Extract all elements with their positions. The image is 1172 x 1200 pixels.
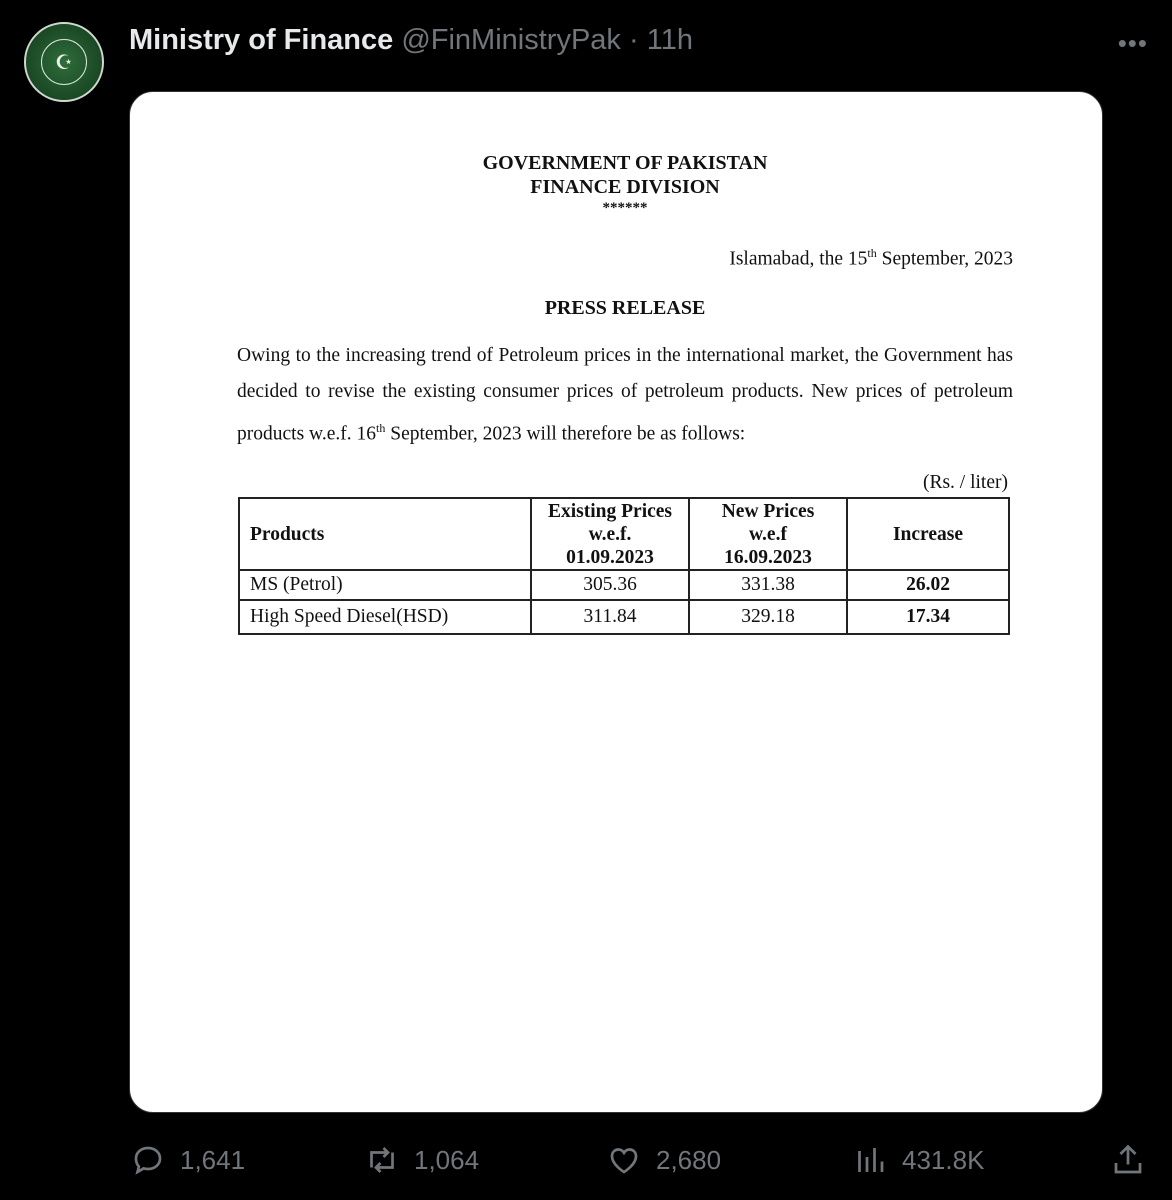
timestamp[interactable]: 11h [646, 24, 693, 56]
date-line [729, 246, 1013, 271]
date-sup: th [867, 246, 877, 260]
existing-price-cell: 311.84 [531, 600, 689, 634]
product-cell: MS (Petrol) [239, 570, 531, 600]
header-existing: Existing Prices w.e.f. 01.09.2023 [531, 498, 689, 570]
increase-cell: 17.34 [847, 600, 1009, 634]
header-new: New Prices w.e.f 16.09.2023 [689, 498, 847, 570]
tweet-image[interactable] [129, 91, 1103, 1113]
header-products: Products [239, 498, 531, 570]
date-prefix: Islamabad, the 15 [729, 248, 868, 270]
author-handle[interactable]: @FinMinistryPak [401, 24, 621, 56]
date-suffix: September, 2023 [876, 248, 1013, 270]
repost-icon [364, 1142, 400, 1178]
table-row [239, 600, 1009, 634]
para-part-2: September, 2023 will therefore be as follows: [385, 423, 746, 445]
header-increase: Increase [847, 498, 1009, 570]
more-icon[interactable]: ••• [1117, 28, 1148, 58]
existing-price-cell: 305.36 [531, 570, 689, 600]
reply-icon [130, 1142, 166, 1178]
separator: · [628, 24, 639, 56]
like-count: 2,680 [656, 1144, 722, 1175]
like-button[interactable] [606, 1140, 721, 1180]
product-cell: High Speed Diesel(HSD) [239, 600, 531, 634]
repost-count: 1,064 [414, 1144, 480, 1175]
stars-divider: ****** [602, 200, 648, 216]
share-button[interactable] [1110, 1140, 1146, 1180]
views-icon [852, 1142, 888, 1178]
action-bar [0, 1140, 1172, 1180]
increase-cell: 26.02 [847, 570, 1009, 600]
heart-icon [606, 1142, 642, 1178]
author-name[interactable]: Ministry of Finance [129, 24, 394, 56]
reply-button[interactable] [130, 1140, 245, 1180]
price-table [238, 497, 1010, 635]
share-icon [1110, 1142, 1146, 1178]
table-header-row [239, 498, 1009, 570]
repost-button[interactable] [364, 1140, 479, 1180]
unit-label: (Rs. / liter) [922, 472, 1008, 493]
org-line-2: FINANCE DIVISION [530, 176, 720, 198]
new-price-cell: 329.18 [689, 600, 847, 634]
emblem-icon: ☪ [41, 39, 87, 85]
views-button[interactable] [852, 1140, 984, 1180]
body-paragraph [237, 338, 1013, 453]
new-price-cell: 331.38 [689, 570, 847, 600]
table-row [239, 570, 1009, 600]
org-line-1: GOVERNMENT OF PAKISTAN [482, 152, 768, 174]
press-release-title: PRESS RELEASE [544, 297, 706, 319]
view-count: 431.8K [902, 1144, 985, 1175]
para-part-1: Owing to the increasing trend of Petroleum prices in the international market, the Government has decided to revise the existing consumer prices of petroleum products. New prices of petroleum products w.e.f. 16 [237, 345, 1013, 445]
para-sup: th [376, 421, 386, 435]
reply-count: 1,641 [180, 1144, 246, 1175]
tweet-header [129, 24, 693, 57]
avatar[interactable] [24, 22, 104, 102]
